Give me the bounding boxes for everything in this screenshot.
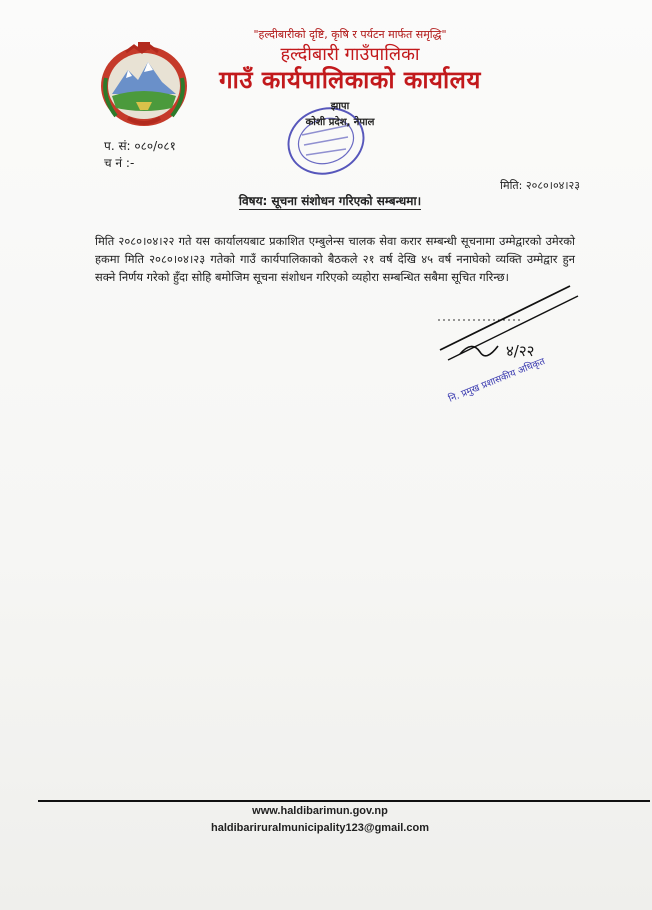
footer-email: haldibariruralmunicipality123@gmail.com: [211, 822, 429, 834]
patra-sankhya: प. सं: ०८०/०८१: [104, 139, 176, 153]
footer-website: www.haldibarimun.gov.np: [252, 805, 388, 817]
notice-body: मिति २०८०।०४।२२ गते यस कार्यालयबाट प्रकाशित एम्बुलेन्स चालक सेवा करार सम्बन्धी सूचनामा उम्मेद्वारको उमेरको हकमा मिति २०८०।०४।२३ गतेको गाउँ कार्यपालिकाको बैठकले २१ वर्ष देखि ४५ वर्ष ननाघेको व्यक्ति उम्मेद्वार हुन सक्ने निर्णय गरेको हुँदा सोहि बमोजिम सूचना संशोधन गरिएको व्यहोरा सम्बन्धित सबैमा सूचित गरिन्छ।: [95, 234, 575, 284]
district-text: झापा: [330, 101, 350, 112]
officer-designation-stamp: नि. प्रमुख प्रशासकीय अधिकृत: [447, 356, 547, 405]
chalani-number: च नं :-: [104, 156, 135, 170]
subject-text: विषय: सूचना संशोधन गरिएको सम्बन्धमा।: [238, 194, 422, 208]
footer-divider: [38, 800, 650, 802]
office-title: गाउँ कार्यपालिकाको कार्यालय: [219, 66, 481, 94]
province-text: कोशी प्रदेश, नेपाल: [305, 117, 375, 128]
subject-line: [100, 192, 560, 209]
officer-signature: [420, 280, 600, 410]
letter-date: मिति: २०८०।०४।२३: [500, 179, 580, 192]
municipality-name: हल्दीबारी गाउँपालिका: [280, 44, 420, 65]
motto-text: "हल्दीबारीको दृष्टि, कृषि र पर्यटन मार्फत समृद्धि": [253, 28, 447, 41]
signature-date: ४/२२: [506, 342, 535, 360]
